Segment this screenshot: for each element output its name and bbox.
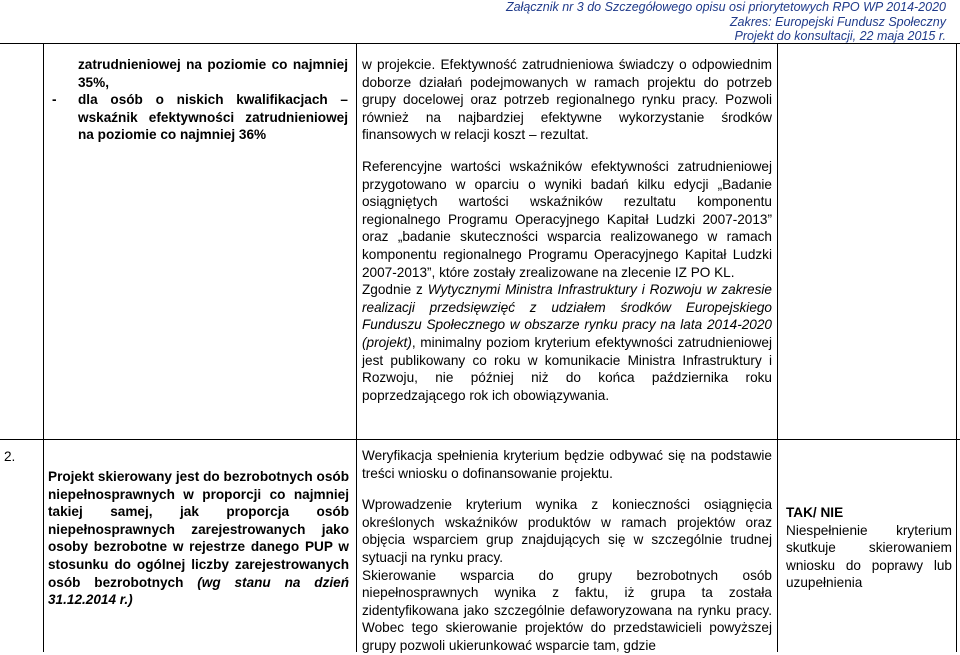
document-header	[506, 0, 946, 44]
row1-criterion-intro: zatrudnieniowej na poziomie co najmniej 35%,	[78, 57, 348, 90]
decision-text: Niespełnienie kryterium skutkuje skierowaniem wniosku do poprawy lub uzupełnienia	[786, 522, 952, 591]
header-line-scope: Zakres: Europejski Fundusz Społeczny	[729, 14, 946, 29]
decision-title: TAK/ NIE	[786, 505, 844, 520]
row2-criterion-date: (wg stanu na dzień 31.12.2014 r.)	[48, 574, 350, 608]
row1-desc-paragraph-1: w projekcie. Efektywność zatrudnieniowa świadczy o odpowiednim doborze działań podejmowanych w ramach projektu do potrzeb grupy docelowej oraz potrzeb regionalnego rynku pracy. Pozwoli również na najbardziej efektywne wykorzystanie środków finansowych w relacji koszt – rezultat.	[362, 57, 772, 143]
row2-desc-paragraph-3: Skierowanie wsparcia do grupy bezrobotnych osób niepełnosprawnych wynika z faktu, iż grupa ta została zidentyfikowana jako szczególnie defaworyzowana na rynku pracy. Wobec tego skierowanie projektów do przedstawicieli powyższej grupy pozwoli ukierunkować wsparcie tam, gdzie	[362, 567, 772, 653]
row2-number: 2.	[4, 449, 16, 464]
row1-desc-p3-guidelines: Wytycznymi Ministra Infrastruktury i Rozwoju w zakresie realizacji przedsięwzięć z udziałem środków Europejskiego Funduszu Społecznego w obszarze rynku pracy na lata 2014-2020 (projekt)	[362, 282, 772, 350]
row-divider	[0, 439, 960, 440]
row1-desc-p3-lead: Zgodnie z	[362, 282, 428, 298]
row2-desc-paragraph-2: Wprowadzenie kryterium wynika z konieczności osiągnięcia określonych wskaźników produktów w ramach projektów oraz objęcia wsparciem grup znajdujących się w szczególnie trudnej sytuacji na rynku pracy.	[362, 497, 772, 565]
row2-description-cell	[362, 447, 772, 655]
column-divider-description	[777, 43, 778, 652]
row2-decision-cell	[786, 504, 952, 592]
column-divider-left	[43, 43, 44, 652]
row1-description-cell	[362, 56, 772, 404]
row1-desc-p3-tail: , minimalny poziom kryterium efektywności zatrudnieniowej jest publikowany co roku w komunikacie Ministra Infrastruktury i Rozwoju, nie później niż do końca października roku poprzedzającego rok ich obowiązywania.	[362, 334, 772, 403]
column-divider-criterion	[356, 43, 357, 652]
bullet-dash: -	[52, 92, 57, 108]
row2-number-cell	[4, 448, 40, 466]
header-line-status: Projekt do konsultacji, 22 maja 2015 r.	[734, 29, 946, 43]
row1-criterion-bullet-text: dla osób o niskich kwalifikacjach – wskaźnik efektywności zatrudnieniowej na poziomie co najmniej 36%	[78, 92, 348, 143]
row1-desc-paragraph-3	[362, 281, 772, 404]
row2-criterion-cell	[48, 468, 349, 609]
table-top-border	[0, 43, 960, 44]
header-line-annex: Załącznik nr 3 do Szczegółowego opisu osi priorytetowych RPO WP 2014-2020	[505, 0, 946, 14]
row1-criterion-bullet	[52, 91, 348, 144]
row2-desc-paragraph-1: Weryfikacja spełnienia kryterium będzie odbywać się na podstawie treści wniosku o dofinansowanie projektu.	[362, 448, 772, 481]
column-divider-decision	[956, 43, 957, 652]
row1-criterion-cell	[52, 56, 348, 144]
row2-criterion-text: Projekt skierowany jest do bezrobotnych osób niepełnosprawnych w proporcji co najmniej takiej samej, jak proporcja osób niepełnosprawnych zarejestrowanych jako osoby bezrobotne w rejestrze danego PUP w stosunku do ogólnej liczby zarejestrowanych osób bezrobotnych	[48, 469, 349, 590]
row1-desc-paragraph-2: Referencyjne wartości wskaźników efektywności zatrudnieniowej przygotowano w oparciu o wyniki badań kilku edycji „Badanie osiągniętych wartości wskaźników rezultatu komponentu regionalnego Programu Operacyjnego Kapitał Ludzki 2007-2013” oraz „badanie skuteczności wsparcia realizowanego w ramach komponentu regionalnego Programu Operacyjnego Kapitał Ludzki 2007-2013”, które zostały zrealizowane na zlecenie IZ PO KL.	[362, 158, 772, 280]
